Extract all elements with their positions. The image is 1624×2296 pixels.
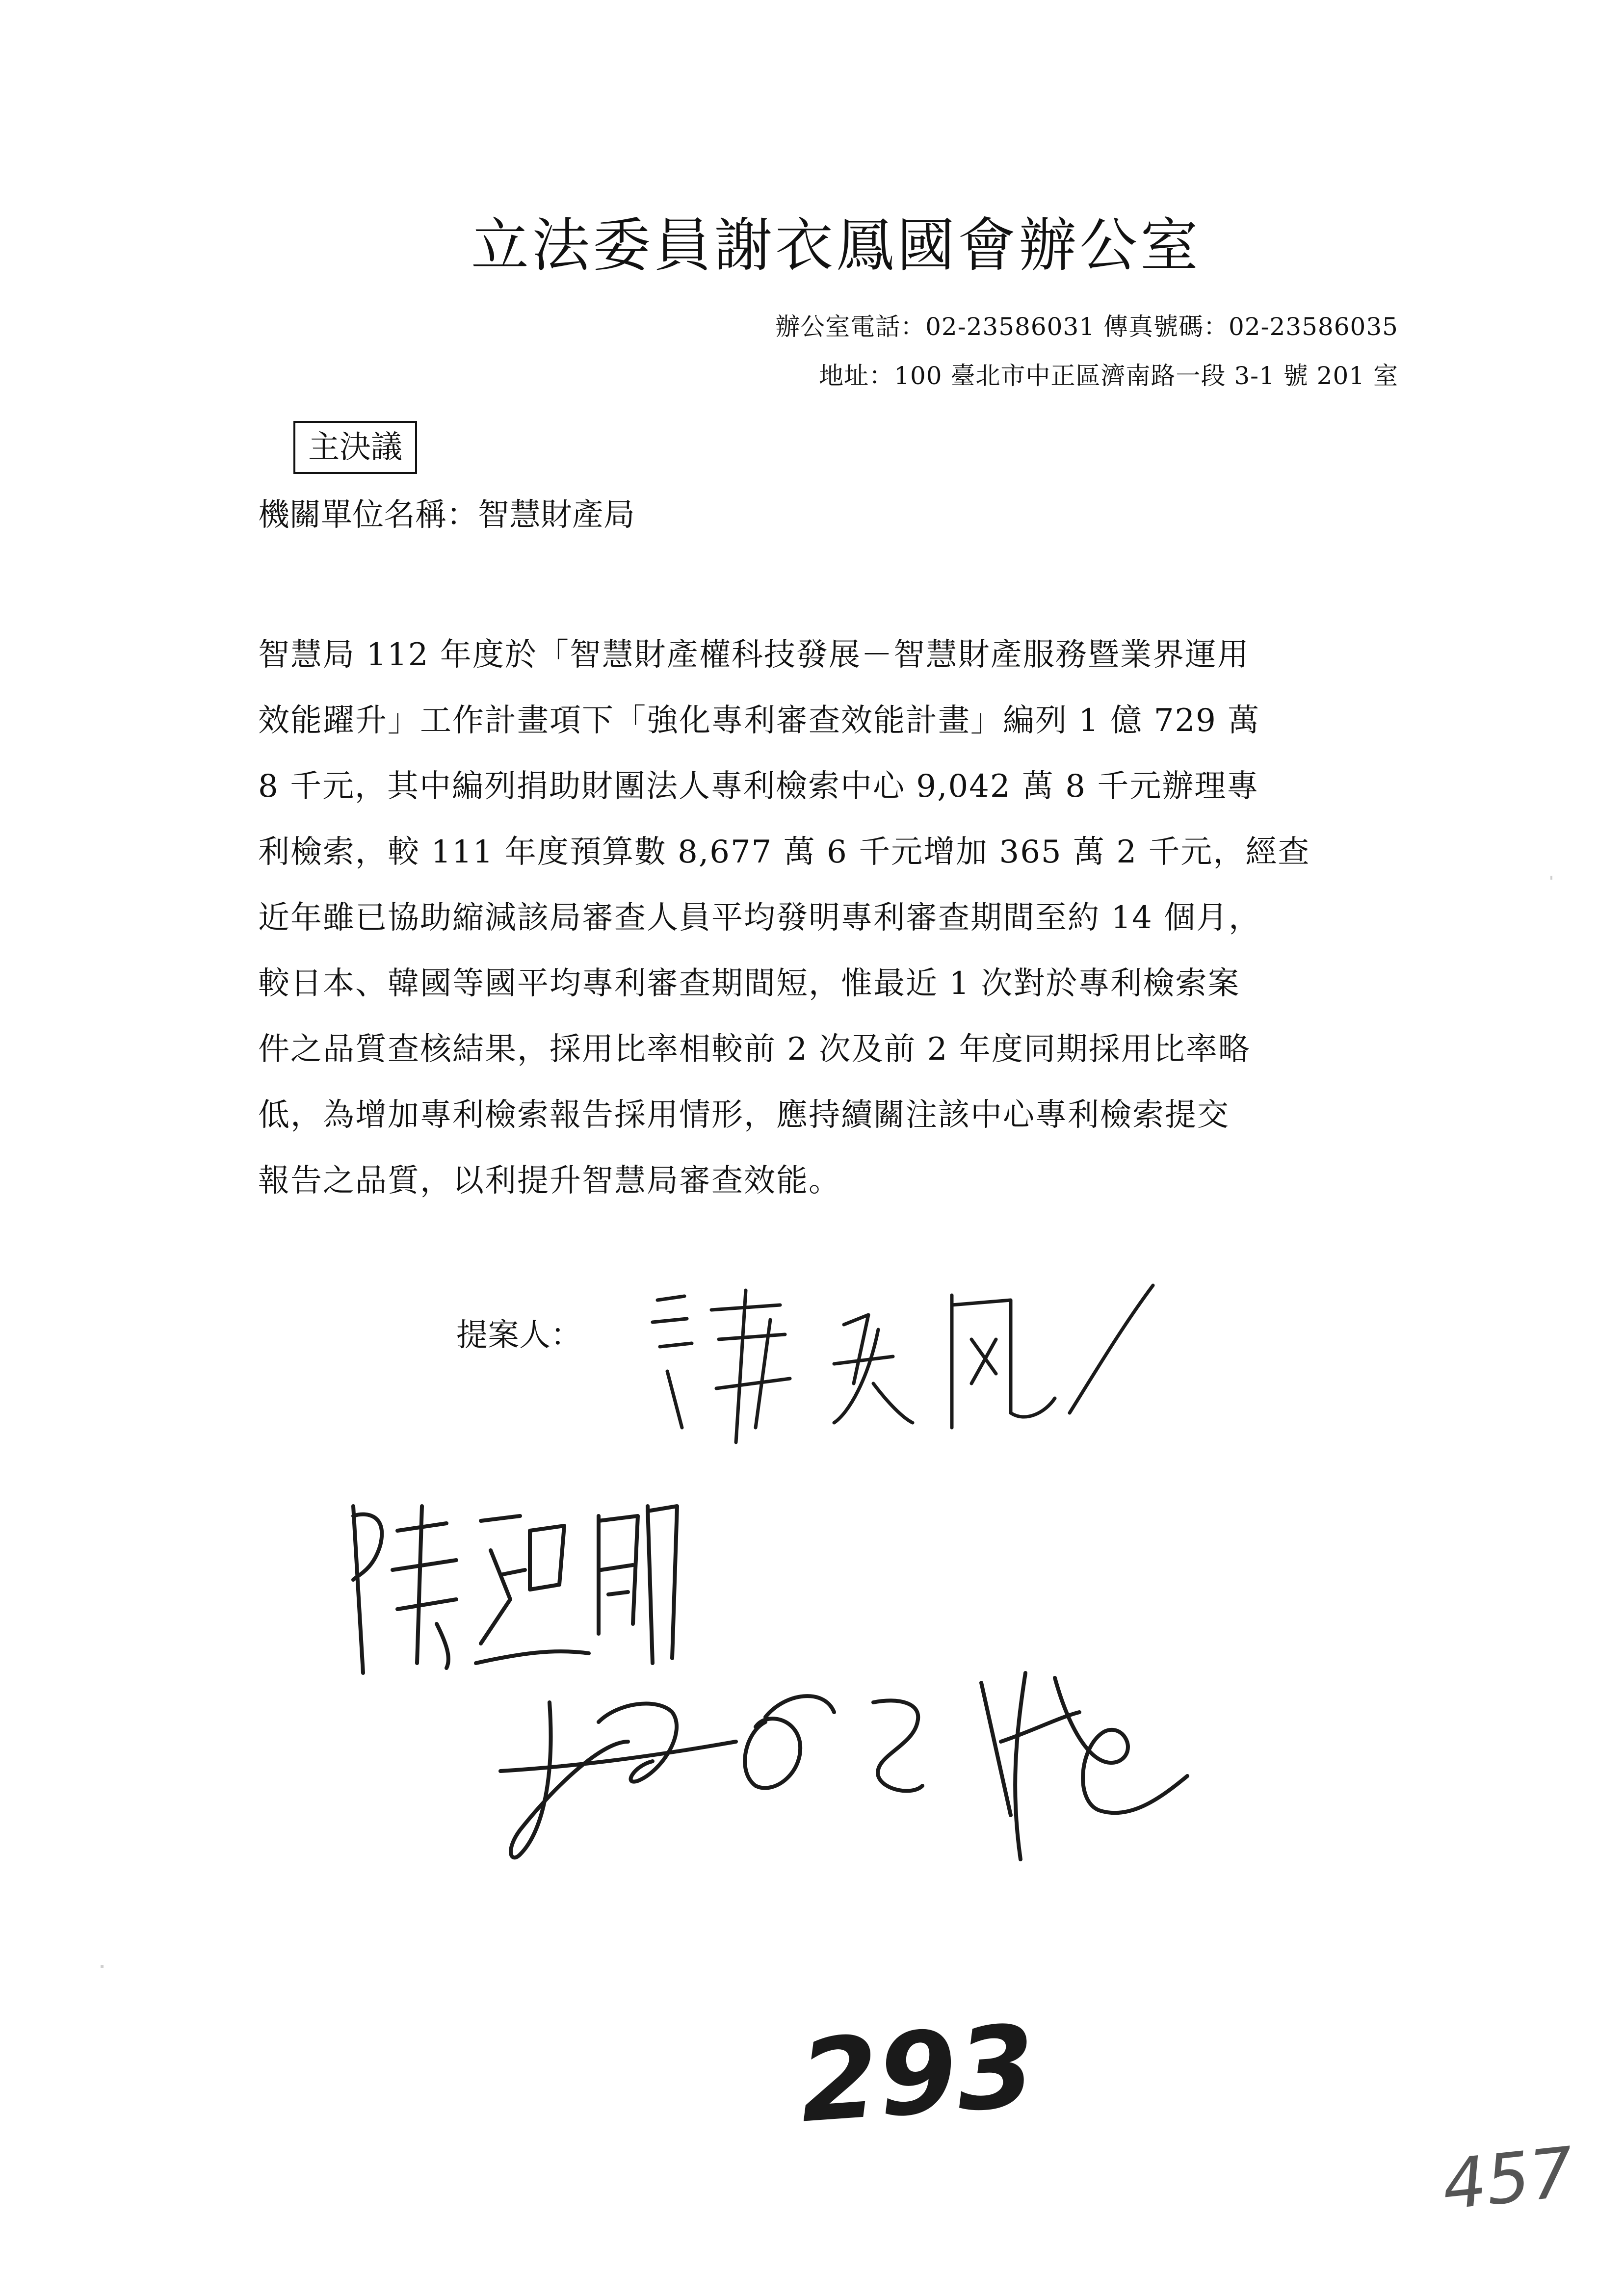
body-line: 報告之品質，以利提升智慧局審查效能。 [258, 1163, 841, 1199]
contact-phone-line: 辦公室電話：02-23586031 傳真號碼：02-23586035 [775, 313, 1398, 341]
body-line: 利檢索，較 111 年度預算數 8,677 萬 6 千元增加 365 萬 2 千元，經查 [258, 834, 1310, 870]
scan-speck [101, 1965, 104, 1968]
contact-address-line: 地址：100 臺北市中正區濟南路一段 3-1 號 201 室 [819, 362, 1398, 390]
proposer-label: 提案人： [456, 1317, 582, 1354]
body-line: 智慧局 112 年度於「智慧財產權科技發展－智慧財產服務暨業界運用 [258, 637, 1250, 673]
body-line: 近年雖已協助縮減該局審查人員平均發明專利審查期間至約 14 個月， [258, 900, 1261, 936]
page-number-handwritten: 293 [795, 2001, 1040, 2148]
body-line: 較日本、韓國等國平均專利審查期間短，惟最近 1 次對於專利檢索案 [258, 965, 1240, 1002]
page-number-corner: 457 [1439, 2132, 1578, 2226]
signature-1 [638, 1266, 1178, 1452]
body-line: 低，為增加專利檢索報告採用情形，應持續關注該中心專利檢索提交 [258, 1097, 1230, 1133]
body-line: 件之品質查核結果，採用比率相較前 2 次及前 2 年度同期採用比率略 [258, 1031, 1251, 1068]
signature-3 [491, 1644, 1227, 1899]
decision-type-box: 主決議 [293, 421, 417, 474]
scan-speck [1550, 876, 1552, 880]
body-line: 8 千元，其中編列捐助財團法人專利檢索中心 9,042 萬 8 千元辦理專 [258, 768, 1259, 805]
body-line: 效能躍升」工作計畫項下「強化專利審查效能計畫」編列 1 億 729 萬 [258, 703, 1260, 739]
agency-name-line: 機關單位名稱：智慧財產局 [258, 497, 635, 533]
resolution-body [258, 622, 1436, 1214]
office-title: 立法委員謝衣鳳國會辦公室 [471, 211, 1202, 279]
